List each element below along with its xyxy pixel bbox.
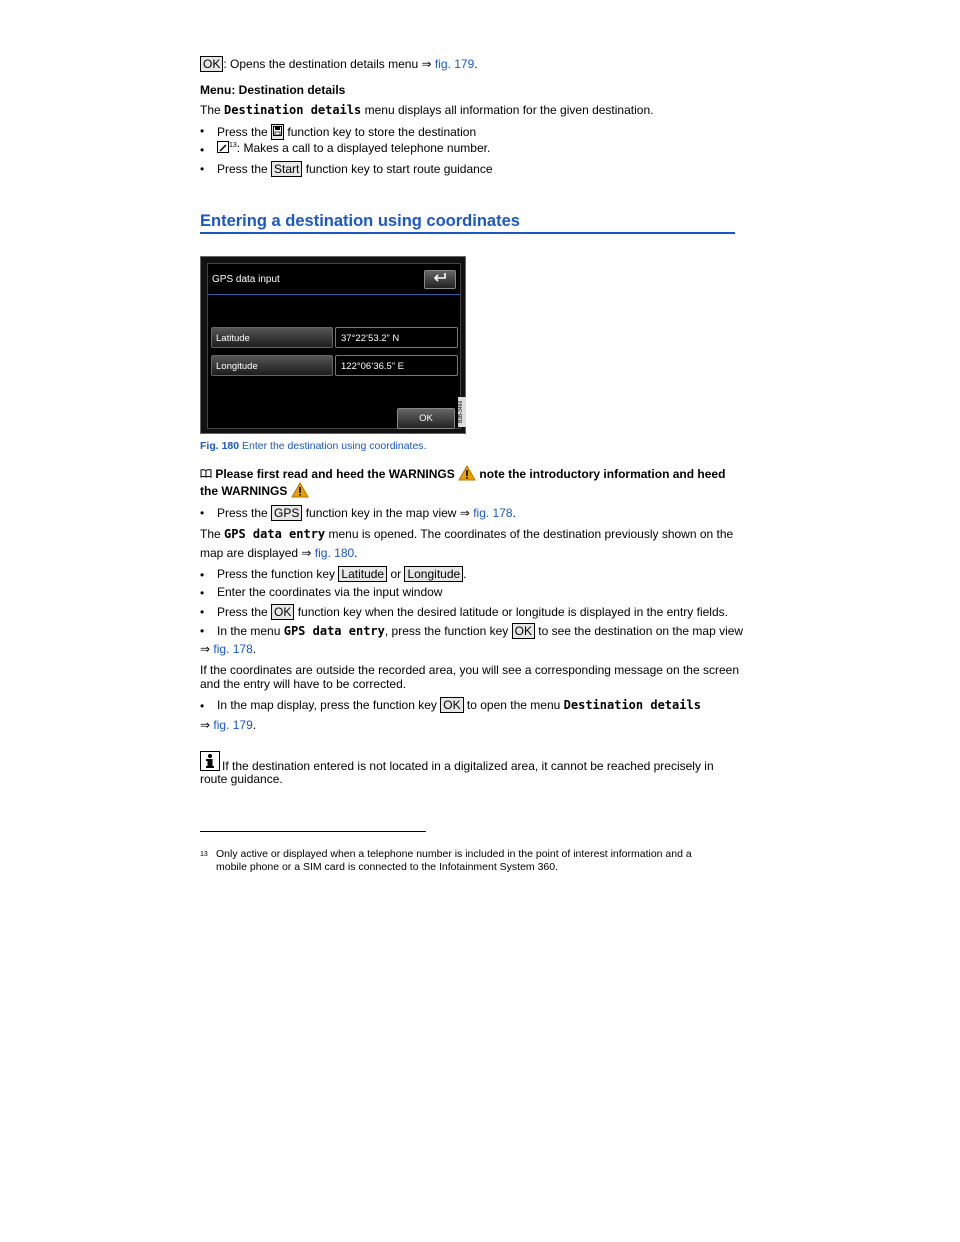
back-button[interactable]: [424, 270, 456, 289]
bullet-start: [217, 161, 493, 177]
footnote: [200, 848, 740, 873]
s5-pre: In the menu: [217, 624, 284, 638]
screen-title: GPS data input: [212, 274, 280, 285]
term-destination-details: Destination details: [563, 698, 701, 712]
footnote-number: 13: [200, 851, 208, 858]
menu-heading: Menu: Destination details: [200, 83, 346, 97]
bullet-call: [217, 141, 490, 155]
ok-key: OK: [440, 697, 463, 713]
step-map-ok-2: ⇒ fig. 179.: [200, 718, 257, 732]
p2-line2: and the entry will have to be corrected.: [200, 677, 407, 691]
menu-para: [200, 103, 653, 117]
caption-fig: Fig. 180: [200, 440, 240, 452]
s1-pre: Press the: [217, 506, 272, 520]
fig-179-link[interactable]: fig. 179: [213, 718, 253, 732]
para-post: menu displays all information for the given destination.: [361, 103, 654, 117]
bullet-store: [217, 124, 476, 140]
latitude-row[interactable]: [211, 327, 458, 350]
ok-key: OK: [200, 56, 223, 72]
caption-text: Enter the destination using coordinates.: [239, 440, 427, 452]
s6-line2: ⇒: [200, 718, 211, 732]
s4-post: function key when the desired latitude or longitude is displayed in the entry fields.: [294, 605, 728, 619]
step-gps: Press the GPS function key in the map view ⇒ fig. 178.: [217, 506, 516, 520]
footnote-ref: 13: [229, 142, 237, 149]
longitude-key: Longitude: [404, 566, 463, 582]
bullet-dot: •: [200, 699, 205, 713]
bullet-dot: •: [200, 605, 205, 619]
s2-mid: or: [387, 567, 405, 581]
screen-divider: [208, 294, 460, 295]
note-line-2: [200, 482, 309, 501]
longitude-value: 122°06’36.5” E: [335, 355, 458, 376]
save-key-icon: [271, 124, 284, 140]
term-gps-data-entry: GPS data entry: [224, 527, 326, 541]
b3-post: function key to start route guidance: [302, 162, 493, 176]
s5-line2: ⇒: [200, 642, 211, 656]
note-text-1: Please first read and heed the WARNINGS: [215, 467, 455, 481]
ok-button[interactable]: OK: [397, 408, 455, 429]
bullet-dot: •: [200, 162, 205, 176]
period: .: [474, 57, 478, 71]
s1-post: function key in the map view ⇒: [302, 506, 470, 520]
step-enter: Enter the coordinates via the input window: [217, 585, 443, 599]
step-lat-long: Press the function key Latitude or Longitude .: [217, 567, 467, 581]
p1-post: menu is opened. The coordinates of the destination previously shown on the: [325, 527, 734, 541]
b1-pre: Press the: [217, 125, 272, 139]
p1-pre: The: [200, 527, 225, 541]
bullet-dot: •: [200, 143, 205, 157]
ok-key: OK: [512, 623, 535, 639]
longitude-button[interactable]: Longitude: [211, 355, 333, 376]
s5-post: to see the destination on the map view: [534, 624, 744, 638]
term-gps-data-entry: GPS data entry: [283, 624, 385, 638]
step-map-ok: [217, 697, 701, 713]
warning-icon: [291, 482, 309, 501]
bullet-dot: •: [200, 568, 205, 582]
back-arrow-icon: [433, 273, 447, 285]
footnote-line-1: Only active or displayed when a telephone number is included in the point of interest information and a: [216, 848, 692, 860]
figure-code: B2B-3466: [458, 397, 466, 427]
footnote-line-2: mobile phone or a SIM card is connected to the Infotainment System 360.: [216, 861, 559, 873]
fig-178-link[interactable]: fig. 178: [213, 642, 253, 656]
footnote-rule: [200, 831, 426, 832]
book-icon: [200, 467, 212, 481]
info-line-2: route guidance.: [200, 772, 283, 786]
para-gps-entry-2: map are displayed ⇒ fig. 180.: [200, 546, 358, 560]
gps-screen-figure: [200, 256, 466, 434]
latitude-key: Latitude: [338, 566, 387, 582]
screen-display: [207, 263, 461, 429]
latitude-value: 37°22’53.2” N: [335, 327, 458, 348]
bullet-dot: •: [200, 624, 205, 638]
b1-post: function key to store the destination: [284, 125, 477, 139]
section-rule: [200, 232, 735, 234]
step-ok: [217, 604, 728, 620]
para-gps-entry: [200, 527, 733, 541]
b2-text: : Makes a call to a displayed telephone number.: [236, 141, 491, 155]
step-menu-ok: [217, 623, 743, 639]
warning-icon: [458, 465, 476, 484]
latitude-button[interactable]: Latitude: [211, 327, 333, 348]
fig-180-link[interactable]: fig. 180: [314, 546, 355, 560]
s5-mid: , press the function key: [384, 624, 512, 638]
term-destination-details: Destination details: [224, 103, 362, 117]
s4-pre: Press the: [217, 605, 272, 619]
b3-pre: Press the: [217, 162, 272, 176]
s6-mid: to open the menu: [463, 698, 564, 712]
fig-178-link[interactable]: fig. 178: [473, 506, 513, 520]
bullet-dot: •: [200, 586, 205, 600]
intro-line: [200, 56, 478, 72]
section-title: Entering a destination using coordinates: [200, 212, 520, 230]
note-text-2: the WARNINGS: [200, 484, 288, 498]
note-text-1b: note the introductory information and heed: [476, 467, 726, 481]
longitude-row[interactable]: [211, 355, 458, 378]
figure-caption: [200, 440, 426, 452]
gps-key: GPS: [271, 505, 302, 521]
phone-icon: [217, 141, 229, 153]
s6-pre: In the map display, press the function key: [217, 698, 441, 712]
start-key: Start: [271, 161, 302, 177]
para-outside-area: [200, 663, 739, 691]
para-pre: The: [200, 103, 225, 117]
info-icon: [200, 751, 220, 774]
bullet-dot: •: [200, 124, 205, 138]
step-menu-ok-2: ⇒ fig. 178.: [200, 642, 257, 656]
bullet-dot: •: [200, 506, 205, 520]
ok-key: OK: [271, 604, 294, 620]
fig-179-link[interactable]: fig. 179: [434, 57, 475, 71]
p2-line1: If the coordinates are outside the recorded area, you will see a corresponding message on the screen: [200, 663, 739, 677]
intro-text: : Opens the destination details menu ⇒: [223, 57, 432, 71]
info-line-1: If the destination entered is not located in a digitalized area, it cannot be reached precisely in: [222, 759, 714, 773]
p1-line2: map are displayed ⇒: [200, 546, 312, 560]
s2-pre: Press the function key: [217, 567, 339, 581]
